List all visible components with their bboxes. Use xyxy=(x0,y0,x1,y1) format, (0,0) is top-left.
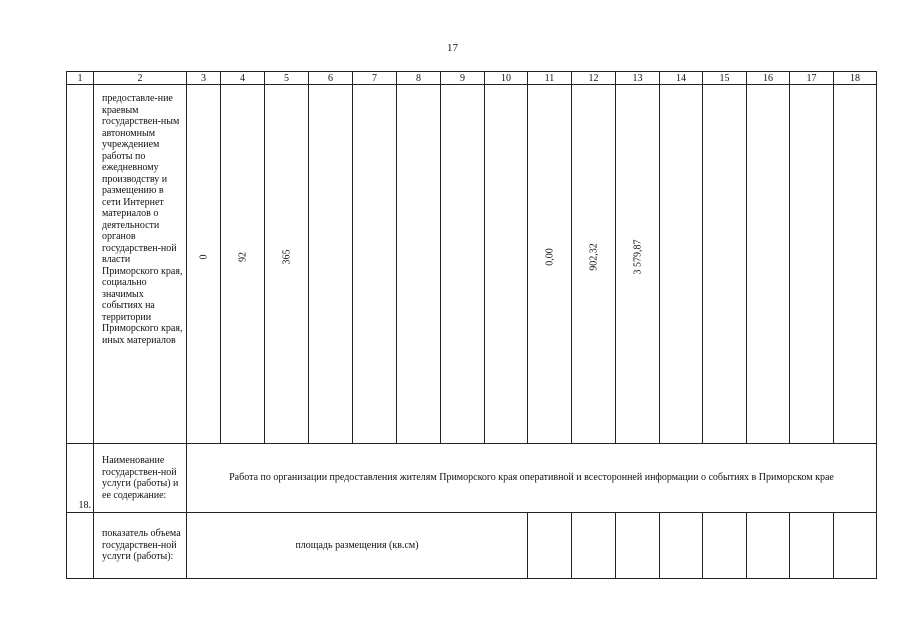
empty-cell xyxy=(309,85,353,444)
empty-cell xyxy=(747,513,790,579)
table-row xyxy=(67,85,877,444)
data-table xyxy=(66,71,877,579)
empty-cell xyxy=(703,85,747,444)
empty-cell xyxy=(353,85,397,444)
empty-cell xyxy=(703,513,747,579)
header-cell: 2 xyxy=(94,72,187,85)
header-cell: 5 xyxy=(265,72,309,85)
empty-cell xyxy=(834,85,877,444)
empty-cell xyxy=(485,85,528,444)
header-cell: 12 xyxy=(572,72,616,85)
volume-indicator-label: показатель объема государствен-ной услуги (работы): xyxy=(94,513,187,579)
empty-cell xyxy=(441,85,485,444)
header-cell: 1 xyxy=(67,72,94,85)
value-cell-13: 3 579,87 xyxy=(616,85,660,444)
value-cell-12: 902,32 xyxy=(572,85,616,444)
header-cell: 16 xyxy=(747,72,790,85)
header-row xyxy=(67,72,877,85)
empty-cell xyxy=(660,85,703,444)
header-cell: 11 xyxy=(528,72,572,85)
work-description: предоставле-ние краевым государствен-ным автономным учреждением работы по ежедневному производству и размещению в сети Интернет материалов о деятельности органов государствен-ной власти Приморского края, социально значимых событиях на территории Приморского края, иных материалов xyxy=(94,85,187,444)
empty-cell xyxy=(747,85,790,444)
header-cell: 3 xyxy=(187,72,221,85)
header-cell: 6 xyxy=(309,72,353,85)
header-cell: 4 xyxy=(221,72,265,85)
header-cell: 15 xyxy=(703,72,747,85)
value-cell-4: 92 xyxy=(221,85,265,444)
value-cell-3: 0 xyxy=(187,85,221,444)
empty-cell xyxy=(528,513,572,579)
header-cell: 9 xyxy=(441,72,485,85)
row-index: 18. xyxy=(67,444,94,513)
table-row xyxy=(67,444,877,513)
header-cell: 8 xyxy=(397,72,441,85)
empty-cell xyxy=(572,513,616,579)
header-cell: 17 xyxy=(790,72,834,85)
empty-cell xyxy=(790,85,834,444)
value-cell-11: 0,00 xyxy=(528,85,572,444)
service-name-content: Работа по организации предоставления жителям Приморского края оперативной и всесторонней информации о событиях в Приморском крае xyxy=(187,444,877,513)
empty-cell xyxy=(790,513,834,579)
header-cell: 13 xyxy=(616,72,660,85)
header-cell: 7 xyxy=(353,72,397,85)
index-cell xyxy=(67,85,94,444)
value-cell-5: 365 xyxy=(265,85,309,444)
empty-cell xyxy=(616,513,660,579)
header-cell: 14 xyxy=(660,72,703,85)
empty-cell xyxy=(397,85,441,444)
header-cell: 18 xyxy=(834,72,877,85)
empty-cell xyxy=(834,513,877,579)
table-row xyxy=(67,513,877,579)
volume-indicator-content: площадь размещения (кв.см) xyxy=(187,513,528,579)
page-number: 17 xyxy=(447,42,458,54)
service-name-label: Наименование государствен-ной услуги (работы) и ее содержание: xyxy=(94,444,187,513)
empty-cell xyxy=(660,513,703,579)
index-cell xyxy=(67,513,94,579)
header-cell: 10 xyxy=(485,72,528,85)
